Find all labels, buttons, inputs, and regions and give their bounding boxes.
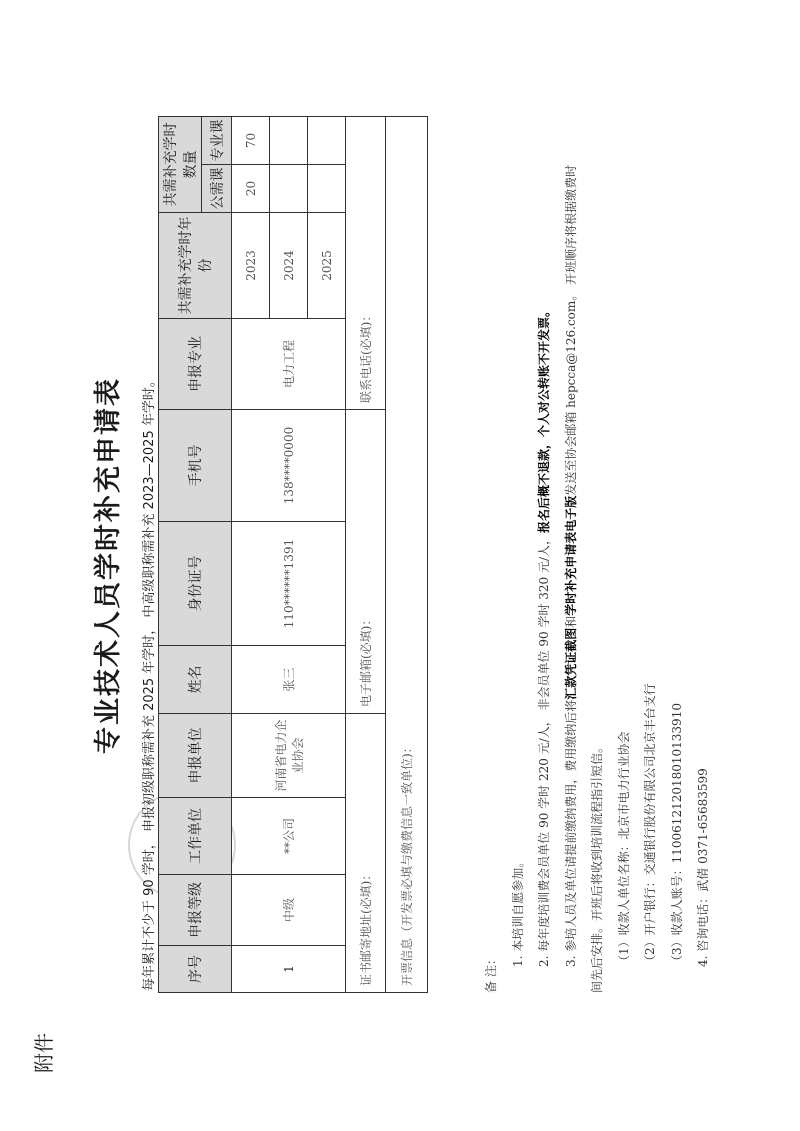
header-years: 共需补充学时年份: [159, 213, 232, 319]
header-seq: 序号: [159, 946, 232, 993]
remark-item-3-receipt: 汇款凭证截图: [563, 627, 578, 700]
cell-seq: 1: [232, 946, 346, 993]
remark-item-2-emphasis: 报名后概不退款，个人对公转账不开发票。: [537, 304, 551, 533]
remark-item-3-form: 学时补充申请表电子版: [563, 495, 578, 616]
remarks: [478, 165, 717, 993]
header-public-course: 公需课: [202, 165, 232, 213]
mailing-address-field[interactable]: 证书邮寄地址(必填)：: [346, 714, 386, 993]
cell-year-2023: 2023: [232, 213, 270, 319]
cell-year-2024: 2024: [270, 213, 308, 319]
header-declare-unit: 申报单位: [159, 714, 232, 798]
header-name: 姓名: [159, 646, 232, 714]
cell-level: 中级: [232, 875, 346, 946]
remark-item-1: 1. 本培训自愿参加。: [510, 855, 525, 967]
cell-empty: [308, 165, 346, 213]
application-table: [158, 116, 428, 993]
cell-major: 电力工程: [232, 319, 346, 410]
remark-item-3-email: 发送至协会邮箱 hepcca@126.com。 开班顺序将根据缴费时: [563, 164, 578, 496]
payee-name: （1）收款人单位名称：北京市电力行业协会: [616, 731, 631, 967]
invoice-info-field[interactable]: 开票信息（开发票必填与缴费信息一致单位)：: [386, 117, 428, 993]
header-work-unit: 工作单位: [159, 798, 232, 875]
remark-item-3: [558, 165, 585, 993]
cell-phone: 138****0000: [232, 410, 346, 522]
remark-item-3-continued: 间先后安排。开班后将收到培训流程指引短信。: [590, 740, 604, 993]
cell-professional-course: 70: [232, 117, 270, 165]
requirement-note: 每年累计不少于 90 学时， 申报初级职称需补充 2025 年学时， 中高级职称需补充 2023—2025 年学时。: [142, 374, 157, 991]
bank-name: （2）开户银行：交通银行股份有限公司北京丰台支行: [643, 683, 657, 967]
cell-empty: [308, 117, 346, 165]
account-number: （3）收款人账号：110061212018010133910: [669, 703, 684, 967]
header-hours: 共需补充学时数量: [159, 117, 202, 213]
form-title: 专业技术人员学时补充申请表: [93, 377, 124, 754]
header-professional-course: 专业课: [202, 117, 232, 165]
cell-year-2025: 2025: [308, 213, 346, 319]
header-phone: 手机号: [159, 410, 232, 522]
cell-name: 张三: [232, 646, 346, 714]
cell-work-unit: **公司: [232, 798, 346, 875]
header-id-no: 身份证号: [159, 522, 232, 646]
email-field[interactable]: 电子邮箱(必填)：: [346, 410, 386, 714]
cell-id-no: 110******1391: [232, 522, 346, 646]
consult-phone: 4. 咨询电话：武倩 0371-65683599: [696, 768, 710, 967]
header-level: 申报等级: [159, 875, 232, 946]
header-major: 申报专业: [159, 319, 232, 410]
attachment-label: 附件: [32, 1033, 56, 1073]
remark-item-3-and: 和: [563, 615, 578, 628]
remarks-label: 备 注：: [484, 953, 498, 993]
cell-empty: [270, 117, 308, 165]
remark-item-3-text: 3. 参培人员及单位请提前缴纳费用，费用缴纳后将: [563, 699, 578, 967]
cell-empty: [270, 165, 308, 213]
cell-declare-unit: 河南省电力企业协会: [232, 714, 346, 798]
remark-item-2: [531, 165, 558, 993]
contact-phone-field[interactable]: 联系电话(必填)：: [346, 117, 386, 410]
cell-public-course: 20: [232, 165, 270, 213]
remark-item-2-fee: 2. 每年度培训费会员单位 90 学时 220 元/人， 非会员单位 90 学时 320 元/人，: [537, 532, 551, 967]
